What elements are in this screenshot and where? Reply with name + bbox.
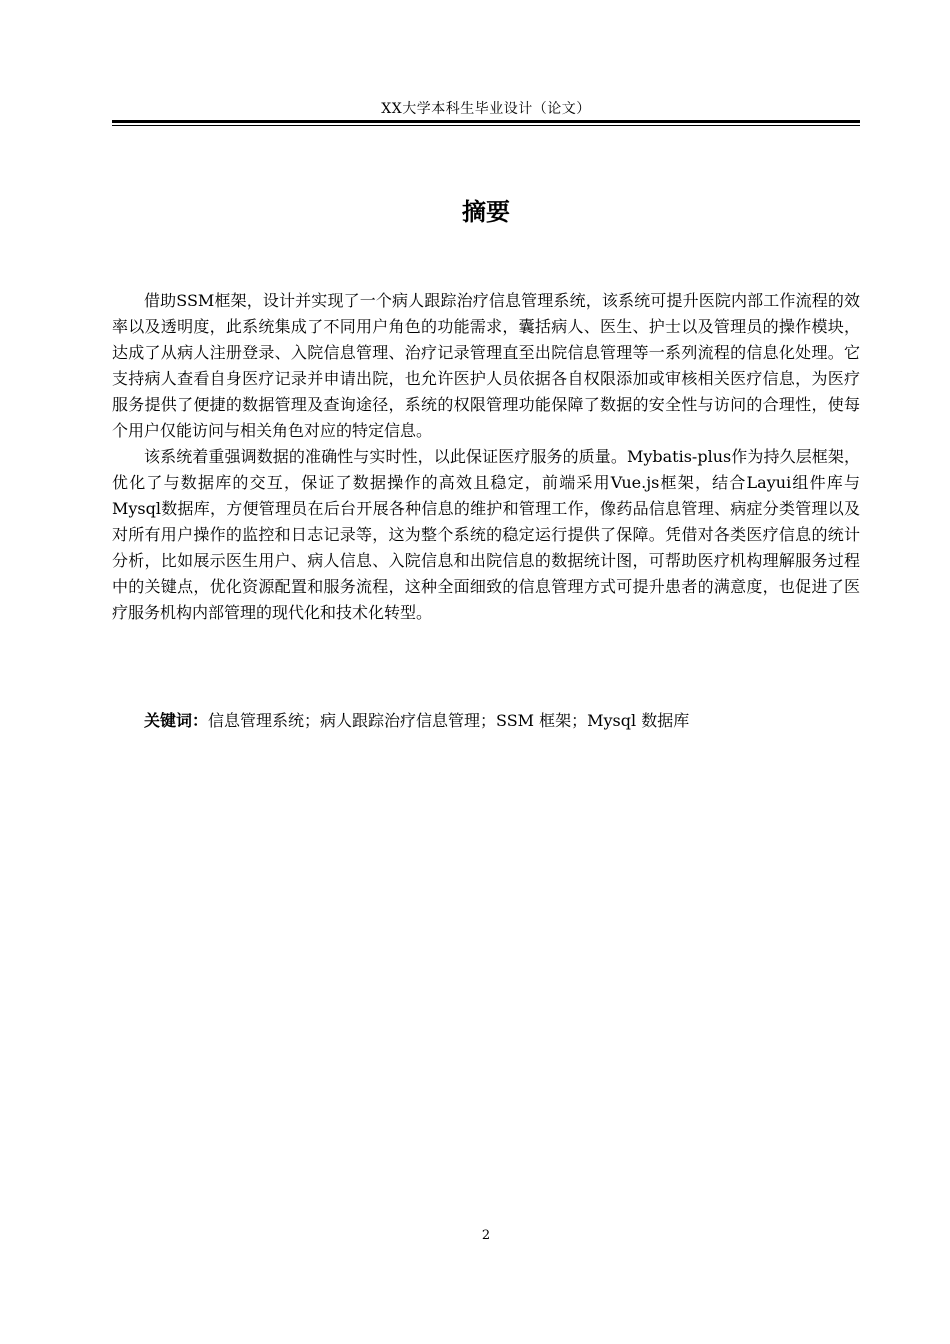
abstract-paragraph-1: 借助SSM框架，设计并实现了一个病人跟踪治疗信息管理系统，该系统可提升医院内部工作流程的效率以及透明度，此系统集成了不同用户角色的功能需求，囊括病人、医生、护士以及管理员的操作模块，达成了从病人注册登录、入院信息管理、治疗记录管理直至出院信息管理等一系列流程的信息化处理。它支持病人查看自身医疗记录并申请出院，也允许医护人员依据各自权限添加或审核相关医疗信息，为医疗服务提供了便捷的数据管理及查询途径，系统的权限管理功能保障了数据的安全性与访问的合理性，使每个用户仅能访问与相关角色对应的特定信息。: [112, 291, 860, 440]
header-rule-thin: [112, 125, 860, 126]
abstract-body: [112, 288, 860, 626]
abstract-title: 摘要: [462, 198, 510, 226]
running-header: XX大学本科生毕业设计（论文）: [381, 101, 591, 117]
page-number: 2: [481, 1228, 491, 1243]
keywords-label: 关键词：: [144, 711, 209, 730]
abstract-paragraph-2: 该系统着重强调数据的准确性与实时性，以此保证医疗服务的质量。Mybatis-plus作为持久层框架，优化了与数据库的交互，保证了数据操作的高效且稳定，前端采用Vue.js框架，结合Layui组件库与Mysql数据库，方便管理员在后台开展各种信息的维护和管理工作，像药品信息管理、病症分类管理以及对所有用户操作的监控和日志记录等，这为整个系统的稳定运行提供了保障。凭借对各类医疗信息的统计分析，比如展示医生用户、病人信息、入院信息和出院信息的数据统计图，可帮助医疗机构理解服务过程中的关键点，优化资源配置和服务流程，这种全面细致的信息管理方式可提升患者的满意度，也促进了医疗服务机构内部管理的现代化和技术化转型。: [112, 447, 860, 622]
keywords-text: 信息管理系统；病人跟踪治疗信息管理；SSM 框架；Mysql 数据库: [208, 711, 690, 730]
header-rule-thick: [112, 120, 860, 123]
keywords-line: [112, 708, 860, 734]
